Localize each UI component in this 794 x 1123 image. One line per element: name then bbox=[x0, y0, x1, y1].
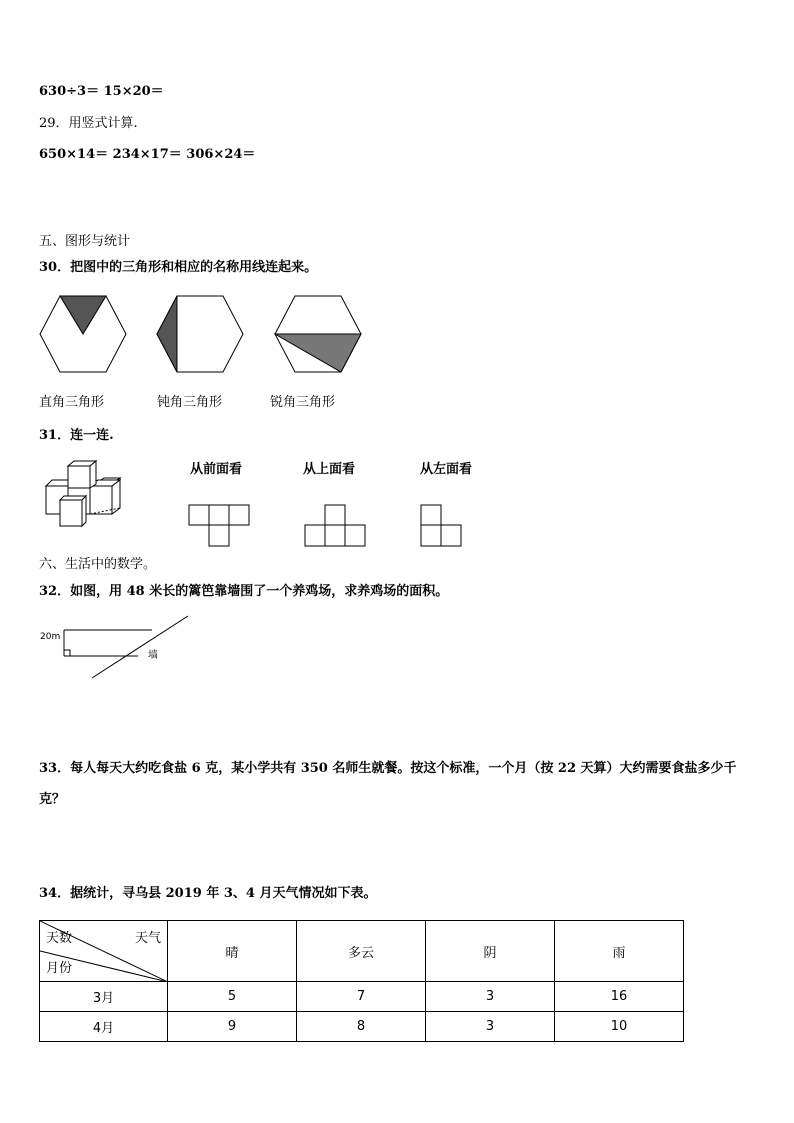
question-33-line-2: 克？ bbox=[39, 792, 66, 807]
view-left-label: 从左面看 bbox=[420, 462, 473, 477]
row-month: 4月 bbox=[40, 1012, 168, 1042]
view-front-label: 从前面看 bbox=[190, 462, 243, 477]
cell-value: 9 bbox=[168, 1012, 297, 1042]
header-rain: 雨 bbox=[555, 921, 684, 982]
section-6-title: 六、生活中的数学。 bbox=[39, 557, 157, 572]
cell-value: 10 bbox=[555, 1012, 684, 1042]
header-overcast: 阴 bbox=[426, 921, 555, 982]
question-31: 31．连一连. bbox=[39, 428, 114, 443]
question-29: 29．用竖式计算. bbox=[39, 116, 138, 131]
calc-line-1: 630÷3＝ 15×20＝ bbox=[39, 84, 164, 99]
cell-value: 8 bbox=[297, 1012, 426, 1042]
hexagon-right-triangle-figure bbox=[38, 294, 128, 374]
table-header-row bbox=[40, 921, 684, 982]
table-corner-cell bbox=[40, 921, 168, 982]
cell-value: 16 bbox=[555, 982, 684, 1012]
fig-wall-label: 墙 bbox=[148, 650, 158, 661]
hexagon-obtuse-triangle-figure bbox=[155, 294, 245, 374]
row-month: 3月 bbox=[40, 982, 168, 1012]
section-5-title: 五、图形与统计 bbox=[39, 234, 131, 249]
cell-value: 3 bbox=[426, 982, 555, 1012]
weather-table bbox=[39, 920, 684, 1042]
front-view-figure bbox=[188, 504, 252, 548]
label-right-triangle: 直角三角形 bbox=[39, 395, 105, 410]
question-34: 34．据统计，寻乌县 2019 年 3、4 月天气情况如下表。 bbox=[39, 886, 377, 901]
top-view-figure bbox=[304, 504, 368, 548]
question-32: 32．如图，用 48 米长的篱笆靠墙围了一个养鸡场，求养鸡场的面积。 bbox=[39, 584, 449, 599]
fig-side-label: 20m bbox=[40, 632, 61, 642]
corner-label-weather: 天气 bbox=[134, 931, 161, 946]
question-30: 30．把图中的三角形和相应的名称用线连起来。 bbox=[39, 260, 318, 275]
cell-value: 3 bbox=[426, 1012, 555, 1042]
table-row bbox=[40, 1012, 684, 1042]
cell-value: 7 bbox=[297, 982, 426, 1012]
label-acute-triangle: 锐角三角形 bbox=[270, 395, 336, 410]
header-cloudy: 多云 bbox=[297, 921, 426, 982]
table-row bbox=[40, 982, 684, 1012]
hexagon-acute-triangle-figure bbox=[273, 294, 363, 374]
cube-stack-figure bbox=[40, 460, 140, 530]
cell-value: 5 bbox=[168, 982, 297, 1012]
chicken-farm-figure bbox=[38, 612, 198, 682]
view-top-label: 从上面看 bbox=[303, 462, 356, 477]
label-obtuse-triangle: 钝角三角形 bbox=[157, 395, 223, 410]
corner-label-month: 月份 bbox=[46, 961, 73, 976]
header-sunny: 晴 bbox=[168, 921, 297, 982]
corner-label-days: 天数 bbox=[46, 931, 73, 946]
left-view-figure bbox=[420, 504, 466, 548]
question-33-line-1: 33．每人每天大约吃食盐 6 克，某小学共有 350 名师生就餐。按这个标准，一个月（按 22 天算）大约需要食盐多少千 bbox=[39, 761, 737, 776]
calc-line-2: 650×14＝ 234×17＝ 306×24＝ bbox=[39, 147, 256, 162]
